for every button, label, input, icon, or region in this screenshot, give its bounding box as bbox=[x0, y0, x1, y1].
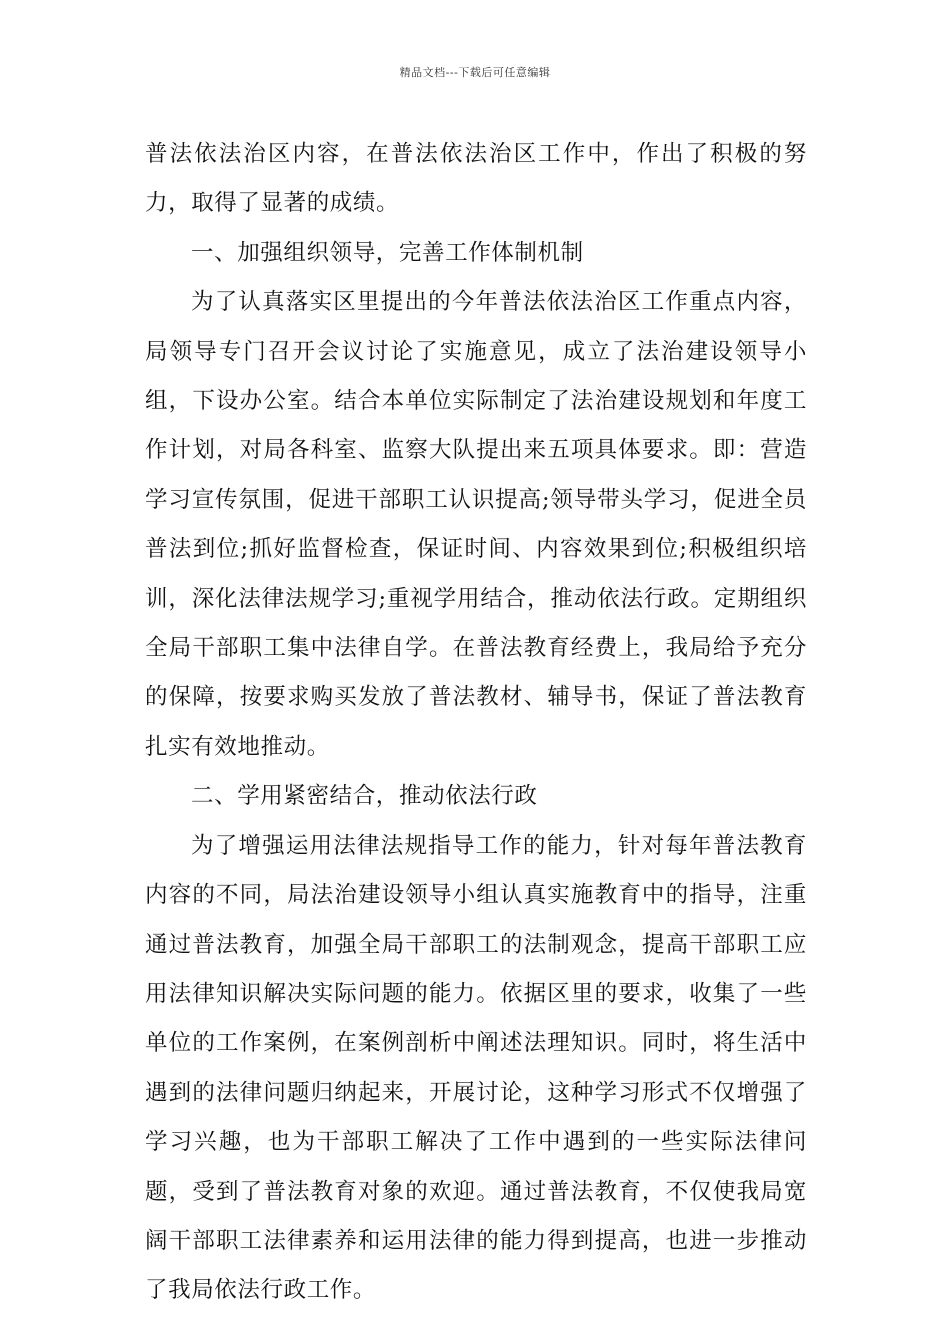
page-header: 精品文档---下载后可任意编辑 bbox=[399, 66, 551, 79]
document-body bbox=[145, 130, 807, 1316]
paragraph-section-1: 为了认真落实区里提出的今年普法依法治区工作重点内容，局领导专门召开会议讨论了实施意见，成立了法治建设领导小组，下设办公室。结合本单位实际制定了法治建设规划和年度工作计划，对局各科室、监察大队提出来五项具体要求。即：营造学习宣传氛围，促进干部职工认识提高;领导带头学习，促进全员普法到位;抓好监督检查，保证时间、内容效果到位;积极组织培训，深化法律法规学习;重视学用结合，推动依法行政。定期组织全局干部职工集中法律自学。在普法教育经费上，我局给予充分的保障，按要求购买发放了普法教材、辅导书，保证了普法教育扎实有效地推动。 bbox=[145, 289, 807, 760]
paragraph-section-2: 为了增强运用法律法规指导工作的能力，针对每年普法教育内容的不同，局法治建设领导小组认真实施教育中的指导，注重通过普法教育，加强全局干部职工的法制观念，提高干部职工应用法律知识解决实际问题的能力。依据区里的要求，收集了一些单位的工作案例，在案例剖析中阐述法理知识。同时，将生活中遇到的法律问题归纳起来，开展讨论，这种学习形式不仅增强了学习兴趣，也为干部职工解决了工作中遇到的一些实际法律问题，受到了普法教育对象的欢迎。通过普法教育，不仅使我局宽阔干部职工法律素养和运用法律的能力得到提高，也进一步推动了我局依法行政工作。 bbox=[145, 832, 807, 1304]
section-heading-2: 二、学用紧密结合，推动依法行政 bbox=[191, 783, 538, 810]
section-heading-1: 一、加强组织领导，完善工作体制机制 bbox=[191, 239, 584, 266]
paragraph-intro-continuation: 普法依法治区内容，在普法依法治区工作中，作出了积极的努力，取得了显著的成绩。 bbox=[145, 141, 807, 217]
